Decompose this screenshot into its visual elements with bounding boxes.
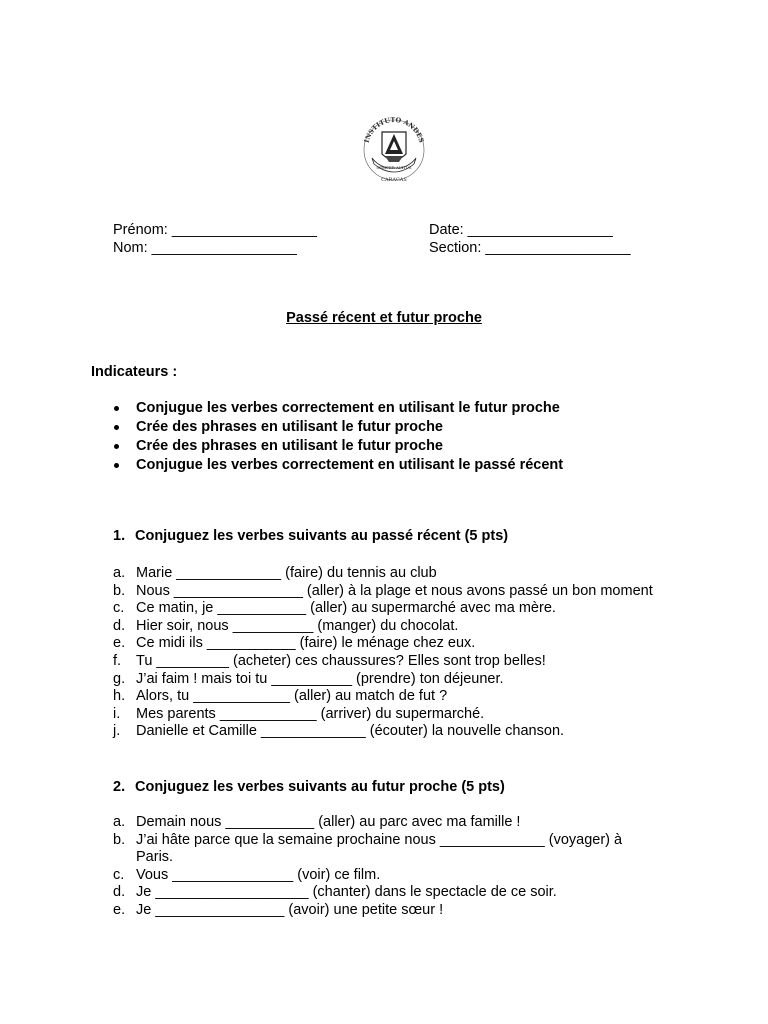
school-crest-icon [358,108,430,188]
exercise-item [113,814,622,832]
exercise-item [113,902,622,920]
exercise-letter: e. [113,635,126,652]
exercise-letter: h. [113,688,126,705]
section1-number: 1. [113,528,126,544]
indicator-text: Crée des phrases en utilisant le futur proche [136,438,443,454]
exercise-letter: a. [113,565,126,581]
exercise-letter: e. [113,901,126,918]
indicator-item [114,418,563,437]
indicator-item [114,399,563,418]
exercise-text: Alors, tu ____________ (aller) au match de fut ? [136,688,448,705]
indicator-text: Crée des phrases en utilisant le futur proche [136,419,443,435]
indicator-item [114,437,563,456]
exercise-item [113,706,653,724]
exercise-text-continued: Paris. [136,849,174,866]
exercise-item [113,867,622,885]
exercise-letter: f. [113,652,122,669]
exercise-item [113,671,653,689]
exercise-text: J’ai hâte parce que la semaine prochaine nous _____________ (voyager) à [136,831,623,848]
section1-heading [113,528,508,544]
svg-text:SEMPER ALTIUS: SEMPER ALTIUS [376,165,412,170]
date-field: Date: __________________ [429,222,613,238]
exercise-item [113,832,622,867]
exercise-text: Mes parents ____________ (arriver) du supermarché. [136,705,485,722]
exercise-text: Nous ________________ (aller) à la plage et nous avons passé un bon moment [136,582,653,599]
exercise-item [113,565,653,583]
section1-heading-text: Conjuguez les verbes suivants au passé récent (5 pts) [135,528,509,544]
exercise-letter: j. [113,723,121,740]
exercise-letter: a. [113,814,126,830]
bullet-icon [114,425,119,430]
exercise-item [113,618,653,636]
svg-text:INSTITUTO ANDES: INSTITUTO ANDES [362,115,426,144]
prenom-field: Prénom: __________________ [113,222,317,238]
exercise-letter: b. [113,582,126,599]
exercise-text: Ce matin, je ___________ (aller) au supermarché avec ma mère. [136,600,556,617]
exercise-text: Je ___________________ (chanter) dans le spectacle de ce soir. [136,884,557,901]
section1-exercise-list [113,565,653,741]
bullet-icon [114,463,119,468]
exercise-text: Ce midi ils ___________ (faire) le ménage chez eux. [136,635,476,652]
worksheet-title: Passé récent et futur proche [286,310,482,326]
exercise-item [113,688,653,706]
exercise-item [113,653,653,671]
exercise-letter: d. [113,884,126,901]
exercise-text: Je ________________ (avoir) une petite sœur ! [136,901,444,918]
exercise-letter: i. [113,705,121,722]
bullet-icon [114,406,119,411]
indicators-heading: Indicateurs : [91,364,178,380]
exercise-text: J’ai faim ! mais toi tu __________ (prendre) ton déjeuner. [136,670,504,687]
exercise-letter: c. [113,600,125,617]
exercise-item [113,884,622,902]
section2-number: 2. [113,779,126,795]
exercise-text: Marie _____________ (faire) du tennis au club [136,565,437,581]
indicator-text: Conjugue les verbes correctement en utilisant le futur proche [136,400,560,416]
section2-exercise-list [113,814,622,920]
nom-field: Nom: __________________ [113,240,297,256]
exercise-text: Danielle et Camille _____________ (écouter) la nouvelle chanson. [136,723,565,740]
section2-heading-text: Conjuguez les verbes suivants au futur proche (5 pts) [135,779,505,795]
exercise-item [113,635,653,653]
exercise-text: Hier soir, nous __________ (manger) du chocolat. [136,617,459,634]
exercise-letter: b. [113,831,126,848]
exercise-text: Vous _______________ (voir) ce film. [136,866,381,883]
school-logo [358,108,430,188]
indicator-item [114,456,563,475]
svg-text:CARACAS: CARACAS [381,177,407,183]
exercise-item [113,600,653,618]
exercise-letter: d. [113,617,126,634]
bullet-icon [114,444,119,449]
exercise-item [113,583,653,601]
exercise-letter: c. [113,866,125,883]
exercise-text: Demain nous ___________ (aller) au parc avec ma famille ! [136,814,521,830]
indicators-list [114,399,563,475]
section2-heading [113,779,505,795]
exercise-letter: g. [113,670,126,687]
exercise-item [113,723,653,741]
section-field: Section: __________________ [429,240,631,256]
exercise-text: Tu _________ (acheter) ces chaussures? Elles sont trop belles! [136,652,546,669]
indicator-text: Conjugue les verbes correctement en utilisant le passé récent [136,457,564,473]
